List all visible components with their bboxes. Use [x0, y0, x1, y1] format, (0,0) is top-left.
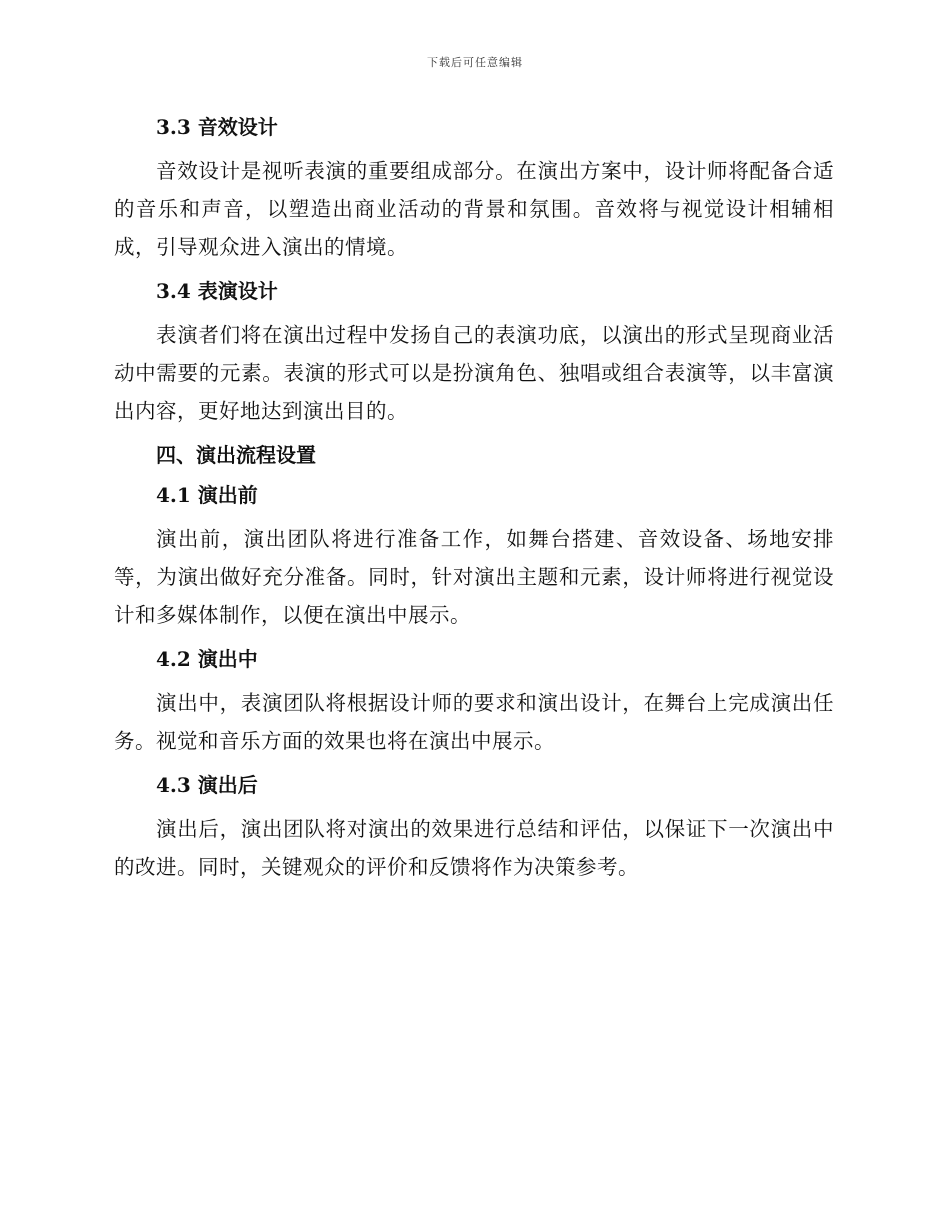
section-heading-4-3: 4.3 演出后 — [156, 773, 258, 797]
chapter-heading-4: 四、演出流程设置 — [156, 443, 316, 467]
section-heading-4-2: 4.2 演出中 — [156, 647, 258, 671]
section-heading-3-3: 3.3 音效设计 — [156, 115, 278, 139]
page-header: 下载后可任意编辑 — [427, 56, 523, 69]
section-paragraph-4-1: 演出前，演出团队将进行准备工作，如舞台搭建、音效设备、场地安排等，为演出做好充分准备。同时，针对演出主题和元素，设计师将进行视觉设计和多媒体制作，以便在演出中展示。 — [114, 527, 834, 627]
section-paragraph-4-3: 演出后，演出团队将对演出的效果进行总结和评估，以保证下一次演出中的改进。同时，关键观众的评价和反馈将作为决策参考。 — [114, 817, 834, 879]
section-heading-4-1: 4.1 演出前 — [156, 483, 258, 507]
section-paragraph-4-2: 演出中，表演团队将根据设计师的要求和演出设计，在舞台上完成演出任务。视觉和音乐方面的效果也将在演出中展示。 — [114, 691, 834, 753]
document-body — [114, 112, 834, 896]
section-heading-3-4: 3.4 表演设计 — [156, 279, 278, 303]
section-paragraph-3-3: 音效设计是视听表演的重要组成部分。在演出方案中，设计师将配备合适的音乐和声音，以塑造出商业活动的背景和氛围。音效将与视觉设计相辅相成，引导观众进入演出的情境。 — [114, 159, 834, 259]
section-paragraph-3-4: 表演者们将在演出过程中发扬自己的表演功底，以演出的形式呈现商业活动中需要的元素。表演的形式可以是扮演角色、独唱或组合表演等，以丰富演出内容，更好地达到演出目的。 — [114, 323, 834, 423]
